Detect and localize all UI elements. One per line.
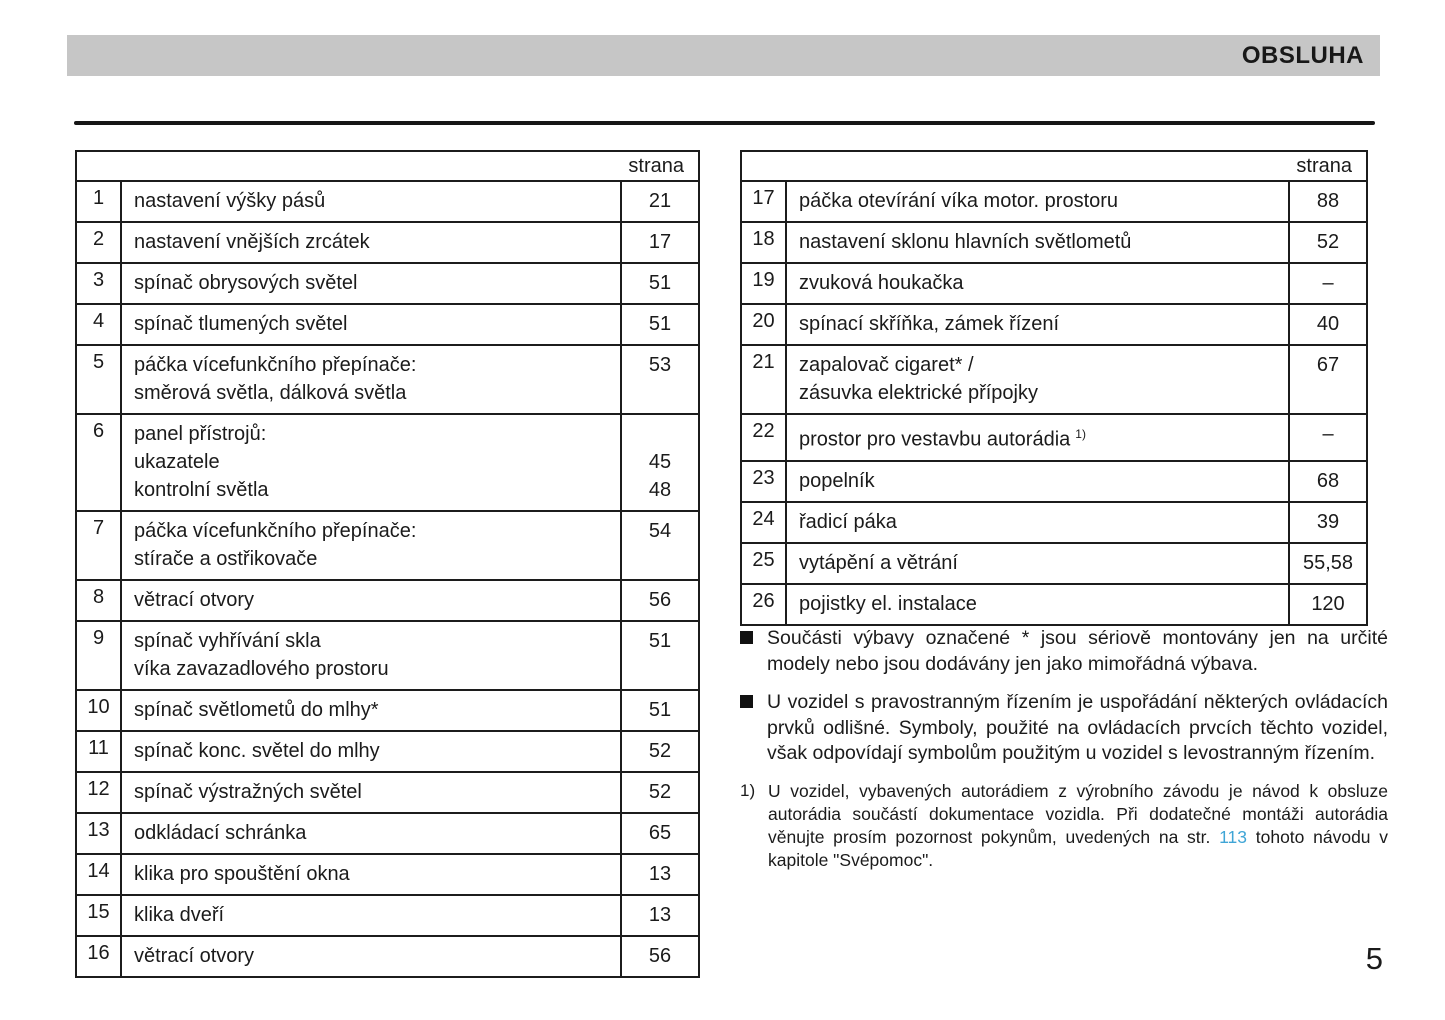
row-number: 24	[742, 503, 787, 542]
row-page: 52	[620, 773, 698, 812]
note-item	[740, 626, 1388, 677]
table-row	[742, 264, 1366, 305]
row-page: 52	[620, 732, 698, 771]
strana-label: strana	[628, 154, 684, 177]
row-page: 21	[620, 182, 698, 221]
row-page: 56	[620, 581, 698, 620]
table-row	[742, 585, 1366, 624]
row-number: 13	[77, 814, 122, 853]
row-label: spínací skříňka, zámek řízení	[799, 313, 1060, 335]
row-number: 6	[77, 415, 122, 510]
row-number: 23	[742, 462, 787, 501]
footnote-marker: 1)	[740, 780, 756, 800]
row-page: –	[1288, 264, 1366, 303]
row-number: 9	[77, 622, 122, 689]
row-number: 12	[77, 773, 122, 812]
row-label: klika pro spouštění okna	[134, 863, 350, 885]
row-page: 65	[620, 814, 698, 853]
row-label: nastavení sklonu hlavních světlometů	[799, 231, 1132, 253]
row-label: větrací otvory	[134, 589, 255, 611]
page-number: 5	[1365, 941, 1383, 976]
table-row	[742, 415, 1366, 462]
footnote-page-ref-link[interactable]: 113	[1219, 826, 1248, 847]
row-label: prostor pro vestavbu autorádia $^{1)}$	[799, 427, 1086, 451]
row-number: 16	[77, 937, 122, 976]
row-label: odkládací schránka	[134, 822, 307, 844]
row-label: řadicí páka	[799, 510, 897, 533]
row-label: popelník	[799, 469, 875, 492]
row-number: 17	[742, 182, 787, 221]
row-page: 68	[1288, 462, 1366, 501]
row-page: 51	[620, 264, 698, 303]
row-number: 11	[77, 732, 122, 771]
row-label: spínač tlumených světel	[134, 313, 348, 335]
table-row	[742, 346, 1366, 415]
row-label: spínač výstražných světel	[134, 781, 362, 803]
row-label: pojistky el. instalace	[799, 592, 977, 615]
table-row	[77, 415, 698, 512]
table-row	[77, 581, 698, 622]
table-row	[742, 305, 1366, 346]
row-number: 1	[77, 182, 122, 221]
row-number: 2	[77, 223, 122, 262]
row-label: vytápění a větrání	[799, 551, 958, 574]
row-number: 15	[77, 896, 122, 935]
row-label: panel přístrojů: ukazatele kontrolní světla	[134, 423, 269, 501]
row-label: zvuková houkačka	[799, 272, 964, 294]
footnote	[740, 780, 1388, 872]
page-title: OBSLUHA	[1241, 41, 1364, 69]
row-number: 21	[742, 346, 787, 413]
row-number: 4	[77, 305, 122, 344]
row-page: 51	[620, 622, 698, 689]
row-number: 19	[742, 264, 787, 303]
header-bar	[67, 35, 1380, 76]
row-label: nastavení vnějších zrcátek	[134, 231, 370, 253]
index-table-right	[740, 150, 1368, 626]
row-page: 53	[620, 346, 698, 413]
table-row	[742, 462, 1366, 503]
row-page: 51	[620, 691, 698, 730]
row-label: spínač obrysových světel	[134, 272, 358, 294]
table-row	[77, 773, 698, 814]
table-row	[742, 544, 1366, 585]
table-row	[77, 691, 698, 732]
note-item	[740, 690, 1388, 767]
row-page: 67	[1288, 346, 1366, 413]
row-page: 120	[1288, 585, 1366, 624]
row-label: spínač světlometů do mlhy*	[134, 699, 379, 721]
row-number: 8	[77, 581, 122, 620]
table-row	[77, 622, 698, 691]
footnote-text-before: U vozidel, vybavených autorádiem z výrobního závodu je návod k obsluze autorádia součástí dokumentace vozidla. Při dodatečné montáži autorádia věnujte prosím pozornost pokynům, uvedených na str.	[768, 780, 1388, 847]
row-label: spínač vyhřívání skla víka zavazadlového prostoru	[134, 630, 389, 680]
square-bullet-icon	[740, 631, 753, 644]
table-row	[77, 223, 698, 264]
footnote-text-after: tohoto návodu v kapitole "Svépomoc".	[768, 826, 1389, 870]
row-label: spínač konc. světel do mlhy	[134, 740, 380, 762]
index-table-left	[75, 150, 700, 978]
notes	[740, 626, 1388, 767]
row-number: 18	[742, 223, 787, 262]
table-row	[742, 182, 1366, 223]
row-page: 52	[1288, 223, 1366, 262]
table-row	[77, 512, 698, 581]
table-header	[77, 152, 698, 182]
table-row	[742, 223, 1366, 264]
row-page: 13	[620, 896, 698, 935]
table-row	[77, 305, 698, 346]
row-label: zapalovač cigaret* / zásuvka elektrické přípojky	[799, 354, 1038, 404]
table-row	[77, 937, 698, 976]
table-row	[77, 346, 698, 415]
table-row	[77, 264, 698, 305]
row-page: –	[1288, 415, 1366, 460]
row-page: 45 48	[620, 415, 698, 510]
row-label: páčka vícefunkčního přepínače: směrová světla, dálková světla	[134, 354, 417, 404]
row-page: 40	[1288, 305, 1366, 344]
row-number: 26	[742, 585, 787, 624]
row-label: klika dveří	[134, 904, 225, 926]
notes-section	[740, 626, 1388, 872]
row-label: páčka otevírání víka motor. prostoru	[799, 190, 1119, 212]
row-number: 14	[77, 855, 122, 894]
strana-label: strana	[1296, 154, 1352, 177]
table-row	[77, 855, 698, 896]
row-page: 51	[620, 305, 698, 344]
row-number: 25	[742, 544, 787, 583]
row-number: 10	[77, 691, 122, 730]
table-row	[742, 503, 1366, 544]
row-page: 39	[1288, 503, 1366, 542]
row-number: 7	[77, 512, 122, 579]
note-text: Součásti výbavy označené * jsou sériově montovány jen na určité modely nebo jsou dodávány jen jako mimořádná výbava.	[767, 627, 1388, 675]
table-row	[77, 896, 698, 937]
row-page: 88	[1288, 182, 1366, 221]
divider-rule	[74, 121, 1375, 125]
row-label: páčka vícefunkčního přepínače: stírače a ostřikovače	[134, 520, 417, 570]
row-page: 13	[620, 855, 698, 894]
row-page: 54	[620, 512, 698, 579]
row-page: 17	[620, 223, 698, 262]
row-number: 3	[77, 264, 122, 303]
row-label: větrací otvory	[134, 945, 255, 967]
table-row	[77, 814, 698, 855]
row-number: 22	[742, 415, 787, 460]
row-number: 20	[742, 305, 787, 344]
footnote-text	[768, 780, 1388, 872]
row-page: 55,58	[1288, 544, 1366, 583]
square-bullet-icon	[740, 695, 753, 708]
row-number: 5	[77, 346, 122, 413]
note-text: U vozidel s pravostranným řízením je uspořádání některých ovládacích prvků odlišné. Symboly, použité na ovládacích prvcích těchto vozidel, však odpovídají symbolům použitým u vozidel s levostranným řízením.	[767, 691, 1388, 764]
table-row	[77, 182, 698, 223]
table-header	[742, 152, 1366, 182]
table-row	[77, 732, 698, 773]
row-label: nastavení výšky pásů	[134, 190, 326, 212]
row-page: 56	[620, 937, 698, 976]
